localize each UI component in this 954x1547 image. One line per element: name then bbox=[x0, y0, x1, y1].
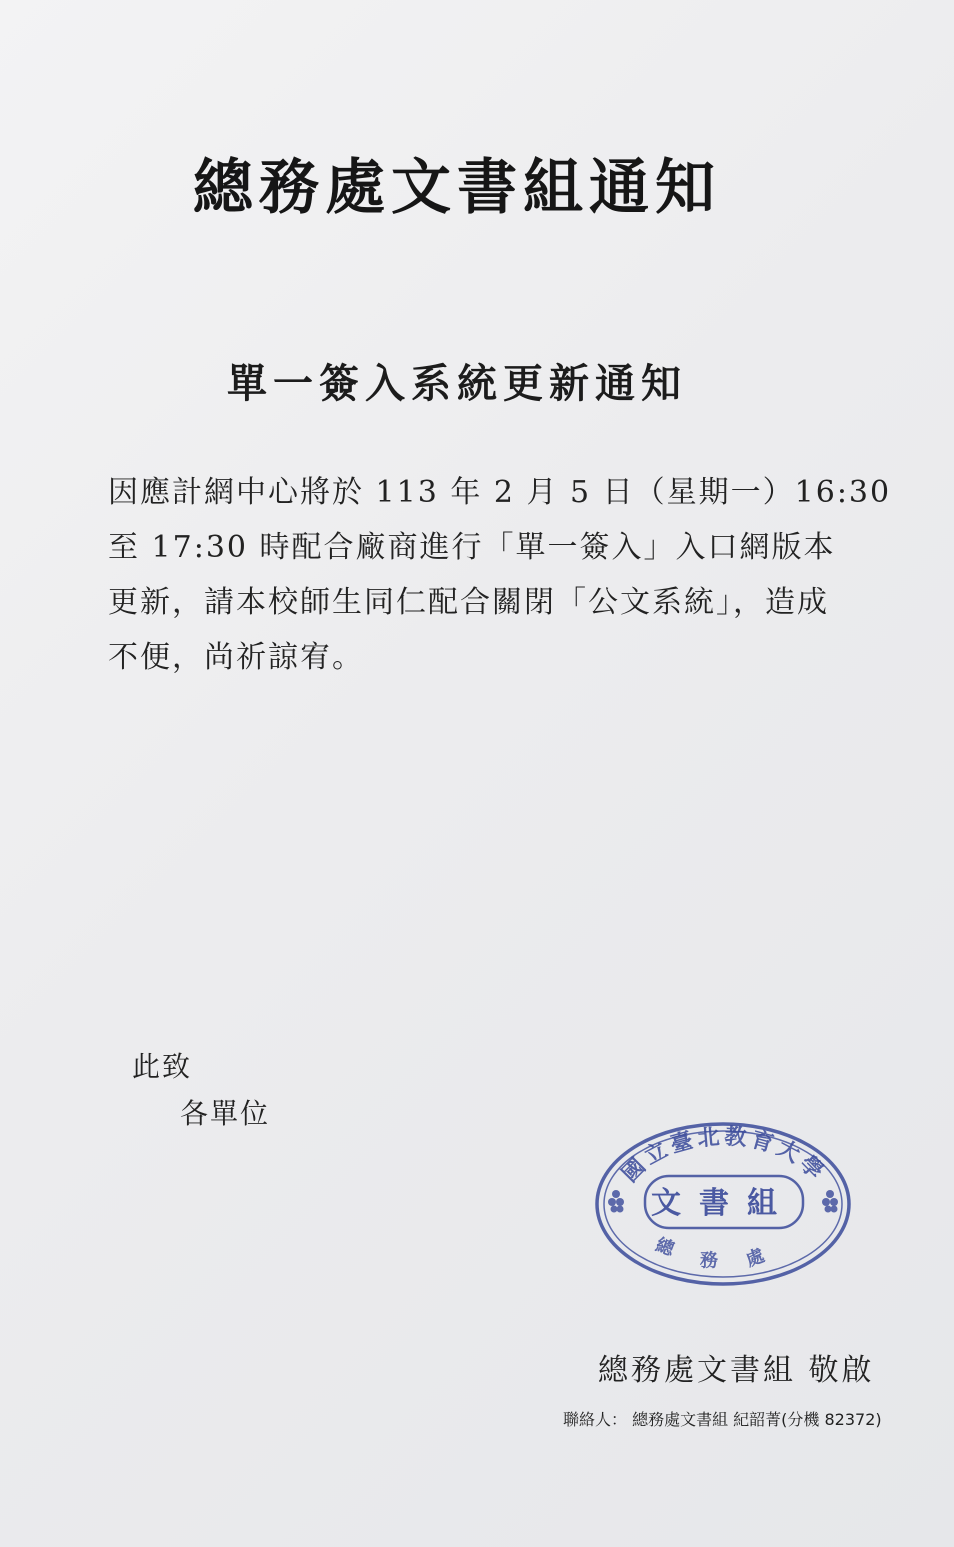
svg-text:國立臺北教育大學 bbox=[617, 1124, 831, 1188]
recipient: 各單位 bbox=[180, 1097, 271, 1130]
seal-flower-left-icon bbox=[608, 1190, 624, 1213]
seal-top-text: 國立臺北教育大學 bbox=[616, 1123, 832, 1188]
contact-line: 聯絡人： 總務處文書組 紀韶菁(分機 82372) bbox=[563, 1410, 882, 1429]
notice-body bbox=[108, 465, 892, 685]
seal-center-text: 文書組 bbox=[651, 1186, 795, 1221]
body-line: 至 17:30 時配合廠商進行「單一簽入」入口網版本 bbox=[108, 530, 836, 565]
body-line: 因應計網中心將於 113 年 2 月 5 日（星期一）16:30 bbox=[108, 475, 892, 510]
body-line: 更新，請本校師生同仁配合關閉「公文系統」，造成 bbox=[108, 585, 829, 620]
seal-bottom-text: 總務處 bbox=[652, 1234, 796, 1272]
notice-subtitle: 單一簽入系統更新通知 bbox=[227, 360, 687, 407]
sign-off: 總務處文書組 敬啟 bbox=[598, 1353, 875, 1388]
seal-flower-right-icon bbox=[822, 1190, 838, 1213]
official-seal bbox=[592, 1118, 854, 1290]
seal-stamp-icon bbox=[592, 1118, 854, 1290]
svg-text:總務處 bbox=[652, 1233, 796, 1271]
body-line: 不便，尚祈諒宥。 bbox=[108, 640, 364, 675]
page-title: 總務處文書組通知 bbox=[193, 153, 721, 223]
salutation: 此致 bbox=[132, 1050, 193, 1083]
